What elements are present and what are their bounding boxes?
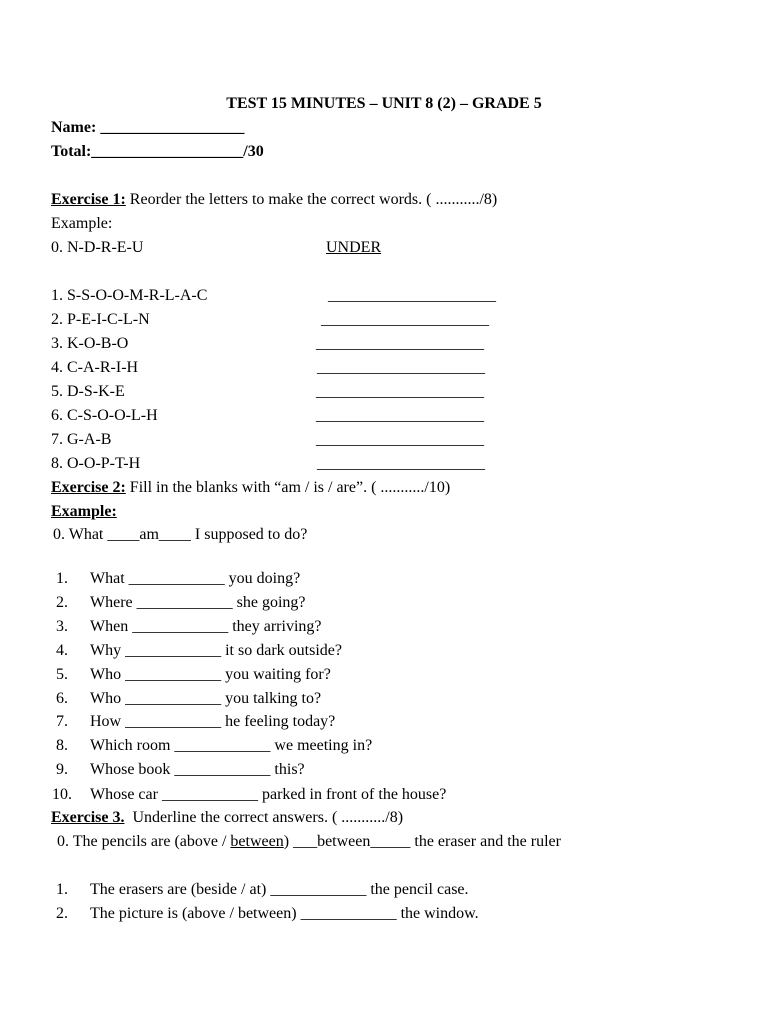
exercise-1-instruction: Reorder the letters to make the correct words. ( .........../8) xyxy=(125,191,498,208)
exercise-3-example-post: ) ___between_____ the eraser and the ruler xyxy=(283,833,561,850)
exercise-2-number: 2. xyxy=(56,594,68,611)
exercise-3-example xyxy=(57,832,561,852)
exercise-3-header xyxy=(51,808,403,828)
exercise-3-instruction: Underline the correct answers. ( .........../8) xyxy=(124,809,404,826)
exercise-2-number: 4. xyxy=(56,642,68,659)
exercise-1-blank: _____________________ xyxy=(316,335,484,352)
exercise-1-blank: _____________________ xyxy=(316,431,484,448)
exercise-2-number: 10. xyxy=(52,786,72,803)
exercise-1-blank: _____________________ xyxy=(321,311,489,328)
exercise-2-number: 5. xyxy=(56,666,68,683)
exercise-2-number: 6. xyxy=(56,690,68,707)
exercise-2-instruction: Fill in the blanks with “am / is / are”. ( .........../10) xyxy=(125,479,451,496)
exercise-1-question: 1. S-S-O-O-M-R-L-A-C xyxy=(51,287,208,304)
exercise-3-sentence: The erasers are (beside / at) ____________ the pencil case. xyxy=(90,881,469,898)
exercise-2-example-label: Example: xyxy=(51,503,117,520)
exercise-2-sentence: Who ____________ you talking to? xyxy=(90,690,322,707)
exercise-1-example-label: Example: xyxy=(51,215,113,232)
total-line: Total:___________________/30 xyxy=(51,143,264,160)
exercise-2-sentence: What ____________ you doing? xyxy=(90,570,301,587)
exercise-2-number: 7. xyxy=(56,713,68,730)
exercise-1-question: 4. C-A-R-I-H xyxy=(51,359,139,376)
exercise-1-example-item: 0. N-D-R-E-U xyxy=(51,239,144,256)
exercise-3-number: 2. xyxy=(56,905,68,922)
exercise-2-sentence: Whose car ____________ parked in front of the house? xyxy=(90,786,447,803)
exercise-3-example-pre: 0. The pencils are (above / xyxy=(57,833,231,850)
exercise-2-number: 3. xyxy=(56,618,68,635)
exercise-1-blank: _____________________ xyxy=(316,383,484,400)
exercise-1-heading: Exercise 1: xyxy=(51,191,126,208)
exercise-2-sentence: Which room ____________ we meeting in? xyxy=(90,737,373,754)
exercise-1-blank: _____________________ xyxy=(316,407,484,424)
exercise-1-blank: _____________________ xyxy=(317,455,485,472)
exercise-3-heading: Exercise 3. xyxy=(51,809,125,826)
exercise-2-example-text: 0. What ____am____ I supposed to do? xyxy=(53,526,308,543)
exercise-2-number: 1. xyxy=(56,570,68,587)
exercise-2-number: 8. xyxy=(56,737,68,754)
exercise-1-blank: _____________________ xyxy=(317,359,485,376)
exercise-1-question: 7. G-A-B xyxy=(51,431,112,448)
exercise-1-example-answer: UNDER xyxy=(326,239,382,256)
worksheet-title: TEST 15 MINUTES – UNIT 8 (2) – GRADE 5 xyxy=(226,95,542,112)
exercise-3-number: 1. xyxy=(56,881,68,898)
exercise-2-sentence: Where ____________ she going? xyxy=(90,594,306,611)
exercise-1-header xyxy=(51,190,497,210)
exercise-2-header xyxy=(51,478,450,498)
exercise-2-heading: Exercise 2: xyxy=(51,479,126,496)
exercise-3-example-underlined: between xyxy=(230,833,284,850)
exercise-2-sentence: Who ____________ you waiting for? xyxy=(90,666,331,683)
exercise-1-question: 6. C-S-O-O-L-H xyxy=(51,407,158,424)
exercise-1-question: 2. P-E-I-C-L-N xyxy=(51,311,150,328)
name-line: Name: __________________ xyxy=(51,119,245,136)
exercise-2-sentence: Why ____________ it so dark outside? xyxy=(90,642,342,659)
exercise-3-sentence: The picture is (above / between) ____________ the window. xyxy=(90,905,479,922)
exercise-1-question: 3. K-O-B-O xyxy=(51,335,129,352)
exercise-1-blank: _____________________ xyxy=(328,287,496,304)
exercise-1-question: 5. D-S-K-E xyxy=(51,383,125,400)
exercise-2-sentence: How ____________ he feeling today? xyxy=(90,713,336,730)
exercise-1-question: 8. O-O-P-T-H xyxy=(51,455,141,472)
exercise-2-sentence: Whose book ____________ this? xyxy=(90,761,305,778)
exercise-2-number: 9. xyxy=(56,761,68,778)
exercise-2-sentence: When ____________ they arriving? xyxy=(90,618,322,635)
